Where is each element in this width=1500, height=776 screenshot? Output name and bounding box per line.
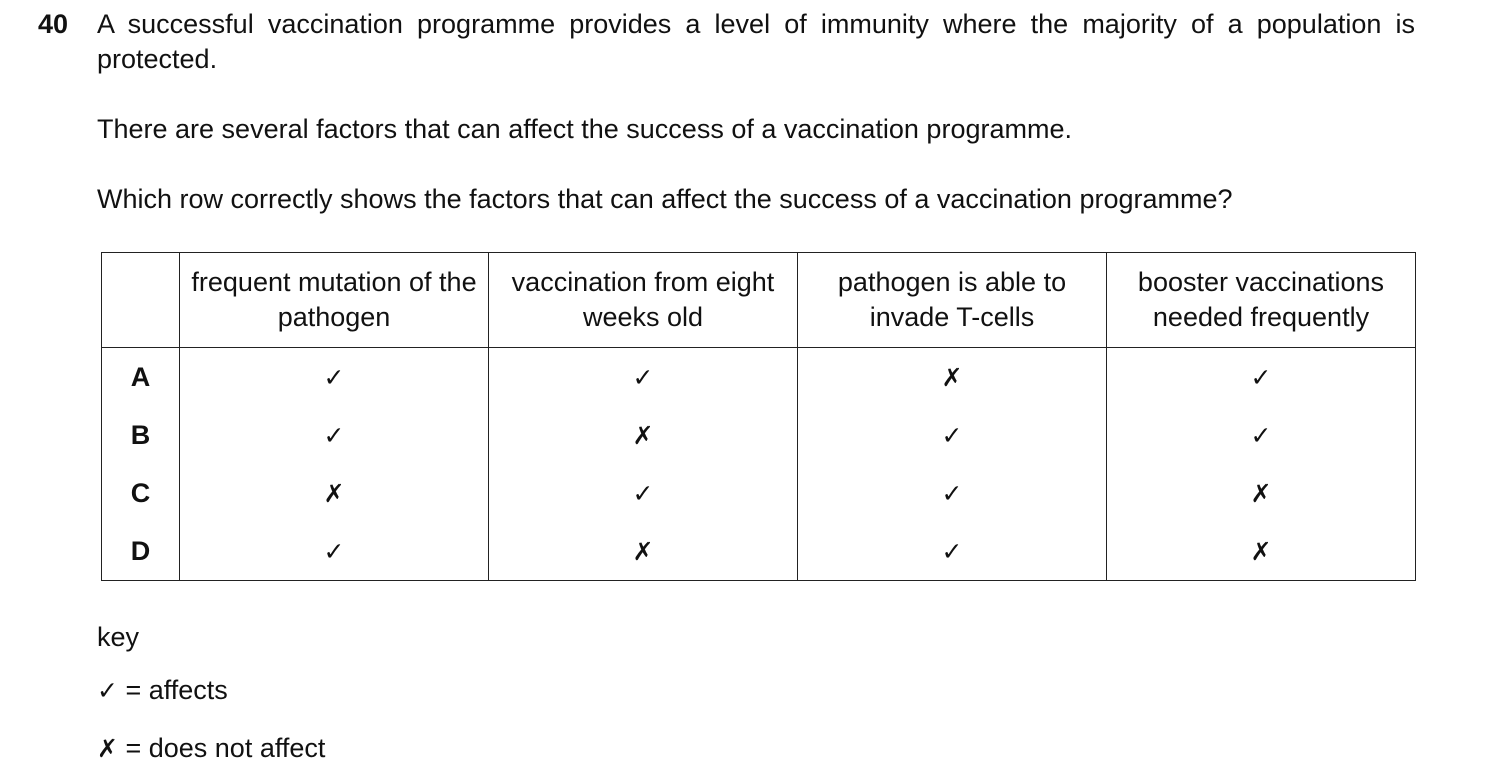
table-cell xyxy=(180,464,489,522)
table-cell xyxy=(1107,522,1416,581)
table-row xyxy=(102,522,1416,581)
cross-mark-icon: ✗ xyxy=(632,420,654,450)
table-header-row xyxy=(102,253,1416,348)
table-cell xyxy=(798,406,1107,464)
header-invade-t-cells: pathogen is able to invade T-cells xyxy=(798,253,1107,348)
header-booster-vaccinations: booster vaccinations needed frequently xyxy=(1107,253,1416,348)
check-mark-icon: ✓ xyxy=(941,478,963,508)
row-letter-c: C xyxy=(102,464,180,522)
table-cell xyxy=(1107,348,1416,407)
cross-mark-icon: ✗ xyxy=(941,362,963,392)
table-cell xyxy=(489,348,798,407)
cross-mark-icon: ✗ xyxy=(632,536,654,566)
check-mark-icon: ✓ xyxy=(1250,362,1272,392)
row-letter-b: B xyxy=(102,406,180,464)
options-table xyxy=(101,252,1416,581)
table-cell xyxy=(489,464,798,522)
check-mark-icon: ✓ xyxy=(323,536,345,566)
table-cell xyxy=(798,522,1107,581)
cross-mark-icon: ✗ xyxy=(97,734,118,763)
check-mark-icon: ✓ xyxy=(941,420,963,450)
row-letter-d: D xyxy=(102,522,180,581)
table-cell xyxy=(1107,464,1416,522)
check-mark-icon: ✓ xyxy=(941,536,963,566)
cross-mark-icon: ✗ xyxy=(323,478,345,508)
check-mark-icon: ✓ xyxy=(632,362,654,392)
header-vaccination-age: vaccination from eight weeks old xyxy=(489,253,798,348)
table-cell xyxy=(180,406,489,464)
check-mark-icon: ✓ xyxy=(97,676,118,705)
table-row xyxy=(102,348,1416,407)
question-number: 40 xyxy=(38,9,69,39)
key-item-affects xyxy=(97,673,228,708)
table-cell xyxy=(489,406,798,464)
key-item-text: = affects xyxy=(125,675,228,705)
table-cell xyxy=(180,522,489,581)
check-mark-icon: ✓ xyxy=(1250,420,1272,450)
question-context: There are several factors that can affect the success of a vaccination programme. xyxy=(97,114,1072,144)
table-row xyxy=(102,406,1416,464)
table-cell xyxy=(180,348,489,407)
cross-mark-icon: ✗ xyxy=(1250,536,1272,566)
key-item-does-not-affect xyxy=(97,731,325,766)
table-row xyxy=(102,464,1416,522)
check-mark-icon: ✓ xyxy=(323,362,345,392)
key-title: key xyxy=(97,622,140,652)
check-mark-icon: ✓ xyxy=(632,478,654,508)
table-cell xyxy=(798,464,1107,522)
check-mark-icon: ✓ xyxy=(323,420,345,450)
key-item-text: = does not affect xyxy=(125,733,326,763)
question-prompt: Which row correctly shows the factors that can affect the success of a vaccination programme? xyxy=(97,184,1233,214)
table-cell xyxy=(489,522,798,581)
header-frequent-mutation: frequent mutation of the pathogen xyxy=(180,253,489,348)
cross-mark-icon: ✗ xyxy=(1250,478,1272,508)
row-letter-a: A xyxy=(102,348,180,407)
header-empty-cell xyxy=(102,253,180,348)
table-cell xyxy=(1107,406,1416,464)
question-stem: A successful vaccination programme provides a level of immunity where the majority of a population is protected. xyxy=(97,9,1415,74)
table-cell xyxy=(798,348,1107,407)
